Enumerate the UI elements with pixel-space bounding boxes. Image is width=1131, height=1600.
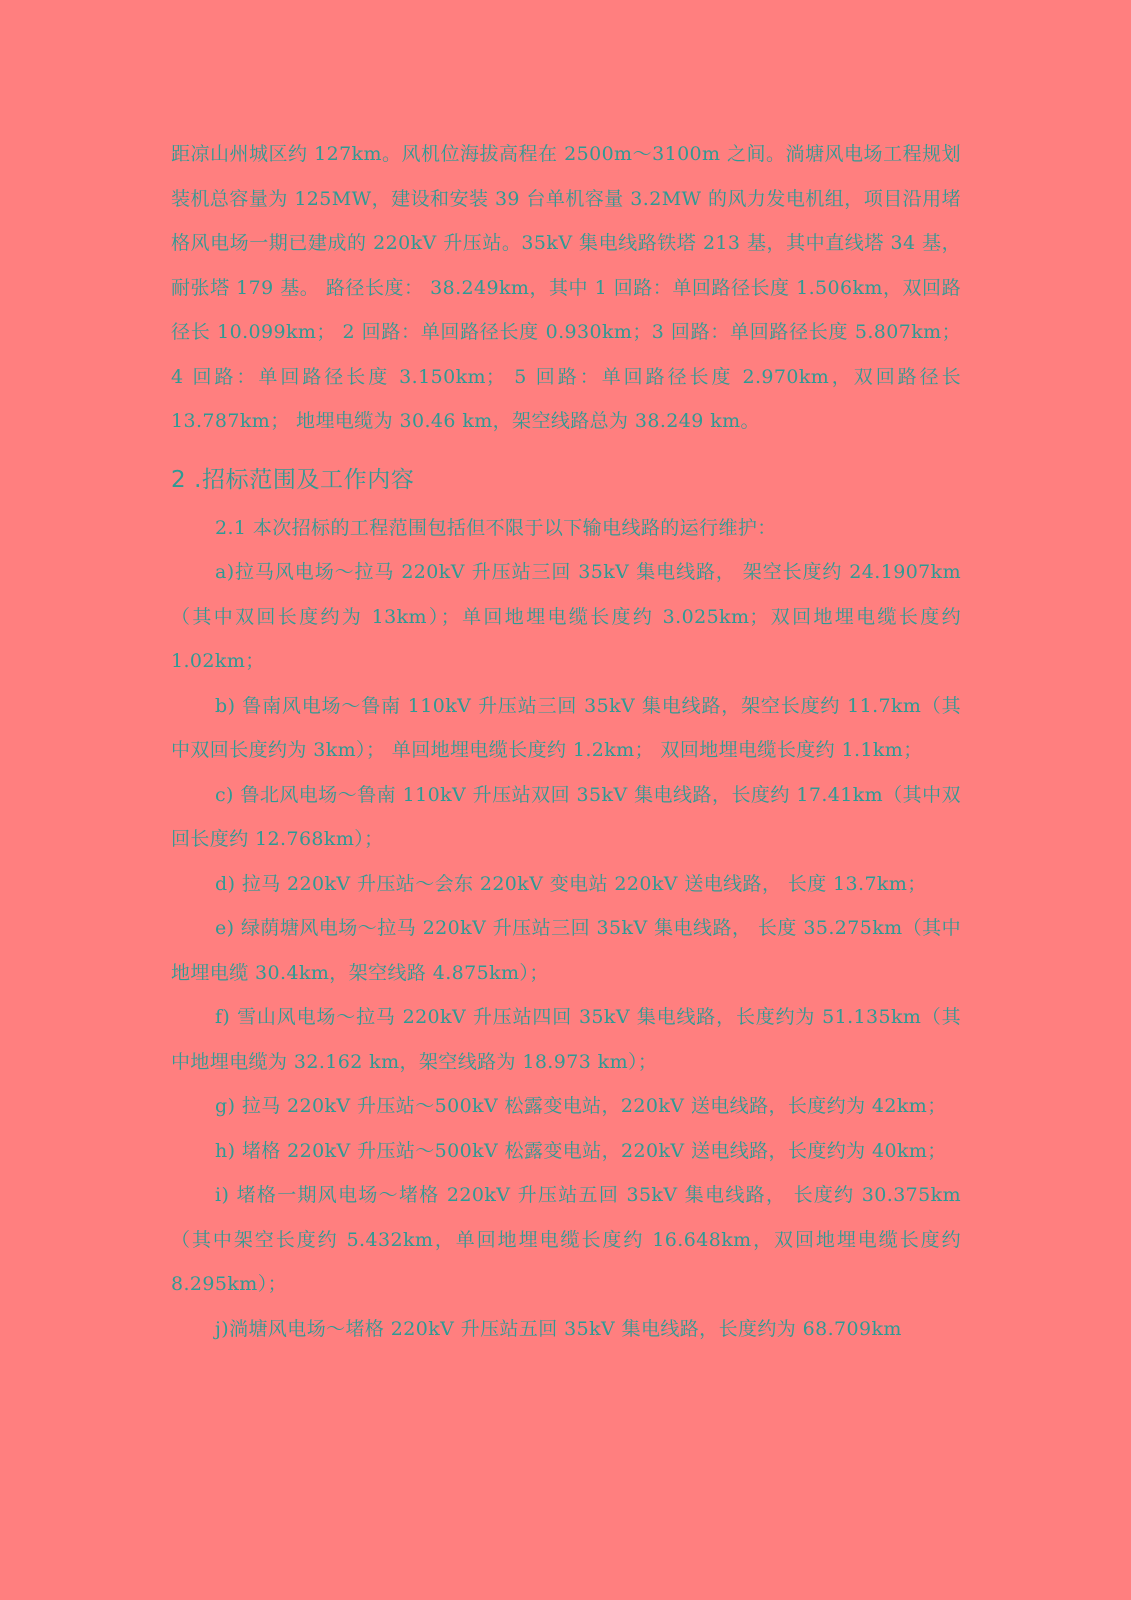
scope-item-e: e) 绿荫塘风电场～拉马 220kV 升压站三回 35kV 集电线路， 长度 35.275km（其中地埋电缆 30.4km，架空线路 4.875km）； (171, 917, 961, 984)
scope-item-g: g) 拉马 220kV 升压站～500kV 松露变电站，220kV 送电线路，长度约为 42km； (215, 1095, 947, 1117)
scope-item-i: i) 堵格一期风电场～堵格 220kV 升压站五回 35kV 集电线路， 长度约 30.375km（其中架空长度约 5.432km，单回地埋电缆长度约 16.648km，双回地埋电缆长度约 8.295km）； (171, 1184, 961, 1295)
scope-item-f: f) 雪山风电场～拉马 220kV 升压站四回 35kV 集电线路，长度约为 51.135km（其中地埋电缆为 32.162 km，架空线路为 18.973 km）； (171, 1006, 961, 1073)
scope-intro: 2.1 本次招标的工程范围包括但不限于以下输电线路的运行维护： (215, 516, 777, 539)
scope-item-a: a)拉马风电场～拉马 220kV 升压站三回 35kV 集电线路， 架空长度约 24.1907km（其中双回长度约为 13km）；单回地埋电缆长度约 3.025km；双回地埋电缆长度约 1.02km； (171, 561, 961, 672)
scope-item-b: b) 鲁南风电场～鲁南 110kV 升压站三回 35kV 集电线路，架空长度约 11.7km（其中双回长度约为 3km）； 单回地埋电缆长度约 1.2km； 双回地埋电缆长度约 1.1km； (171, 694, 961, 761)
section-heading: 2 .招标范围及工作内容 (171, 466, 415, 493)
scope-item-h: h) 堵格 220kV 升压站～500kV 松露变电站，220kV 送电线路，长度约为 40km； (215, 1139, 947, 1162)
scope-item-d: d) 拉马 220kV 升压站～会东 220kV 变电站 220kV 送电线路， 长度 13.7km； (215, 872, 927, 895)
scope-item-c: c) 鲁北风电场～鲁南 110kV 升压站双回 35kV 集电线路，长度约 17.41km（其中双回长度约 12.768km）； (171, 783, 961, 850)
document-page (171, 132, 961, 1351)
intro-paragraph: 距凉山州城区约 127km。风机位海拔高程在 2500m～3100m 之间。淌塘风电场工程规划装机总容量为 125MW，建设和安装 39 台单机容量 3.2MW 的风力发电机组，项目沿用堵格风电场一期已建成的 220kV 升压站。35kV 集电线路铁塔 213 基，其中直线塔 34 基，耐张塔 179 基。 路径长度： 38.249km，其中 1 回路：单回路径长度 1.506km，双回路径长 10.099km； 2 回路：单回路径长度 0.930km；3 回路：单回路径长度 5.807km； 4 回路：单回路径长度 3.150km； 5 回路：单回路径长度 2.970km，双回路径长 13.787km； 地埋电缆为 30.46 km，架空线路总为 38.249 km。 (171, 143, 961, 432)
scope-item-j: j)淌塘风电场～堵格 220kV 升压站五回 35kV 集电线路，长度约为 68.709km (215, 1317, 902, 1340)
